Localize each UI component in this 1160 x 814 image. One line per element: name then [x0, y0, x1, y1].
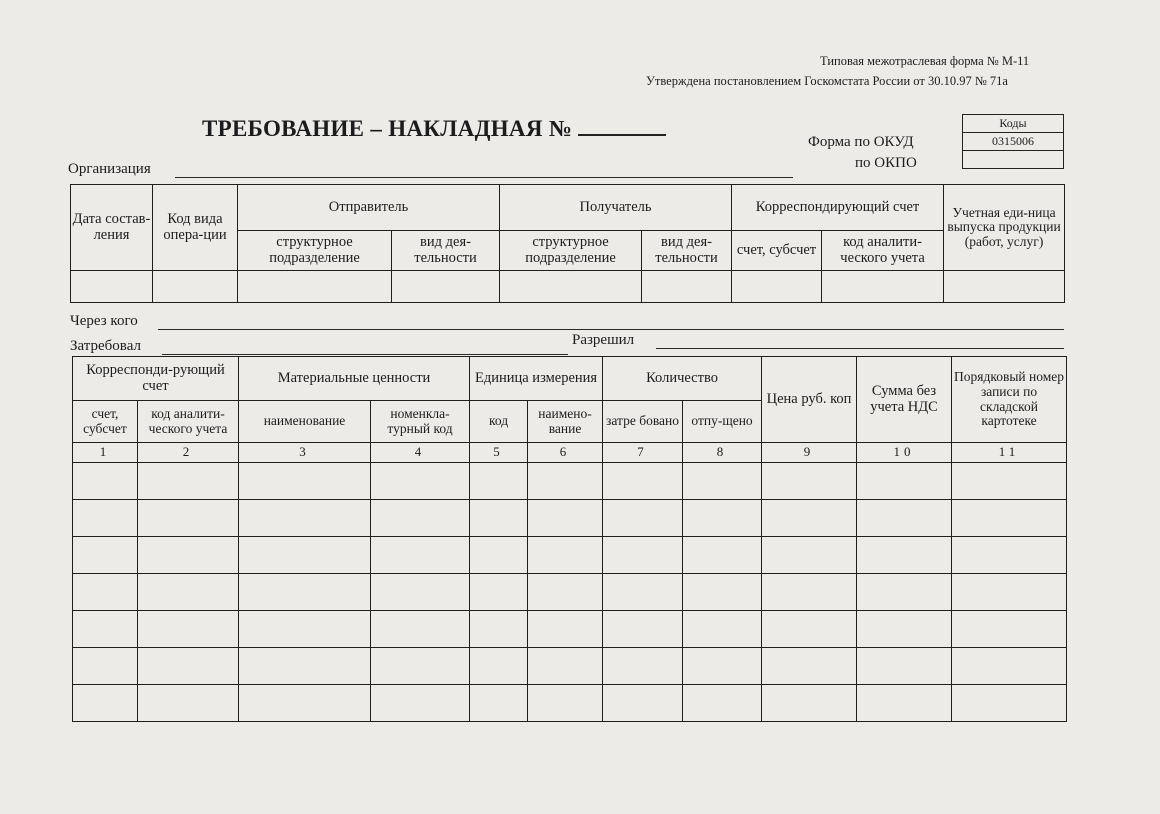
table-cell[interactable] — [528, 611, 603, 648]
table-cell[interactable] — [952, 648, 1067, 685]
top-header-unit-output: Учетная еди-ница выпуска продукции (работ, услуг) — [944, 185, 1065, 271]
table-cell[interactable] — [138, 685, 239, 722]
table-cell[interactable] — [603, 611, 683, 648]
column-number: 3 — [239, 443, 371, 463]
top-header-sender-division: структурное подразделение — [238, 231, 392, 271]
table-cell[interactable] — [762, 463, 857, 500]
permitted-by-label: Разрешил — [572, 332, 635, 348]
table-cell[interactable] — [528, 500, 603, 537]
table-cell[interactable] — [239, 537, 371, 574]
table-cell[interactable] — [73, 648, 138, 685]
table-cell[interactable] — [762, 685, 857, 722]
table-cell[interactable] — [857, 537, 952, 574]
table-cell[interactable] — [239, 648, 371, 685]
table-cell[interactable] — [371, 648, 470, 685]
main-header-name: наименование — [239, 401, 371, 443]
table-cell[interactable] — [371, 463, 470, 500]
table-cell[interactable] — [603, 685, 683, 722]
table-cell[interactable] — [762, 611, 857, 648]
table-cell[interactable] — [857, 500, 952, 537]
top-cell[interactable] — [732, 271, 822, 303]
table-cell[interactable] — [683, 537, 762, 574]
table-cell[interactable] — [470, 537, 528, 574]
table-cell[interactable] — [857, 685, 952, 722]
table-cell[interactable] — [952, 500, 1067, 537]
column-number: 4 — [371, 443, 470, 463]
table-cell[interactable] — [762, 574, 857, 611]
okud-label: Форма по ОКУД — [808, 134, 914, 150]
column-number: 5 — [470, 443, 528, 463]
table-cell[interactable] — [470, 648, 528, 685]
top-cell[interactable] — [642, 271, 732, 303]
permitted-by-field[interactable] — [656, 348, 1064, 349]
main-header-corr-account: Корреспонди-рующий счет — [73, 357, 239, 401]
top-header-analytic: код аналити-ческого учета — [822, 231, 944, 271]
okpo-code-value[interactable] — [963, 151, 1064, 169]
column-number: 2 — [138, 443, 239, 463]
main-header-unit: Единица измерения — [470, 357, 603, 401]
main-header-price: Цена руб. коп — [762, 357, 857, 443]
document-number-field[interactable] — [578, 114, 666, 136]
table-cell[interactable] — [528, 537, 603, 574]
table-cell[interactable] — [603, 463, 683, 500]
main-header-quantity: Количество — [603, 357, 762, 401]
table-cell[interactable] — [470, 685, 528, 722]
table-cell[interactable] — [528, 648, 603, 685]
top-cell[interactable] — [238, 271, 392, 303]
table-cell[interactable] — [239, 500, 371, 537]
table-cell[interactable] — [762, 500, 857, 537]
table-cell[interactable] — [762, 648, 857, 685]
table-cell[interactable] — [528, 463, 603, 500]
through-whom-label: Через кого — [70, 313, 138, 329]
table-cell[interactable] — [683, 463, 762, 500]
table-cell[interactable] — [371, 500, 470, 537]
column-number: 10 — [857, 443, 952, 463]
column-number: 7 — [603, 443, 683, 463]
table-cell[interactable] — [952, 685, 1067, 722]
table-cell[interactable] — [470, 463, 528, 500]
top-cell[interactable] — [822, 271, 944, 303]
main-header-released: отпу-щено — [683, 401, 762, 443]
table-cell[interactable] — [470, 574, 528, 611]
table-cell[interactable] — [857, 648, 952, 685]
table-cell[interactable] — [683, 648, 762, 685]
table-row — [73, 611, 1067, 648]
table-cell[interactable] — [470, 500, 528, 537]
requested-by-label: Затребовал — [70, 338, 141, 354]
table-cell[interactable] — [371, 574, 470, 611]
top-header-corr-account: Корреспондирующий счет — [732, 185, 944, 231]
table-cell[interactable] — [138, 463, 239, 500]
table-cell[interactable] — [239, 463, 371, 500]
top-header-recipient-activity: вид дея-тельности — [642, 231, 732, 271]
top-header-sender-activity: вид дея-тельности — [392, 231, 500, 271]
main-table-body — [73, 463, 1067, 722]
table-cell[interactable] — [73, 574, 138, 611]
top-header-date: Дата состав-ления — [71, 185, 153, 271]
table-cell[interactable] — [603, 500, 683, 537]
table-cell[interactable] — [470, 611, 528, 648]
table-cell[interactable] — [683, 685, 762, 722]
top-header-account: счет, субсчет — [732, 231, 822, 271]
table-cell[interactable] — [138, 574, 239, 611]
main-header-analytic: код аналити-ческого учета — [138, 401, 239, 443]
top-cell[interactable] — [944, 271, 1065, 303]
table-row — [73, 574, 1067, 611]
table-row — [73, 648, 1067, 685]
document-title-text: ТРЕБОВАНИЕ – НАКЛАДНАЯ № — [202, 116, 573, 141]
top-table — [70, 184, 1065, 303]
table-cell[interactable] — [138, 611, 239, 648]
main-header-account: счет, субсчет — [73, 401, 138, 443]
okud-code-value[interactable]: 0315006 — [963, 133, 1064, 151]
form-type-line: Типовая межотраслевая форма № М-11 — [820, 54, 1030, 68]
table-cell[interactable] — [857, 574, 952, 611]
table-row — [73, 537, 1067, 574]
table-cell[interactable] — [73, 500, 138, 537]
table-cell[interactable] — [73, 685, 138, 722]
table-cell[interactable] — [73, 537, 138, 574]
table-cell[interactable] — [683, 574, 762, 611]
table-cell[interactable] — [239, 574, 371, 611]
top-cell[interactable] — [153, 271, 238, 303]
document-title — [202, 114, 666, 142]
column-number: 9 — [762, 443, 857, 463]
main-header-materials: Материальные ценности — [239, 357, 470, 401]
table-cell[interactable] — [371, 611, 470, 648]
main-table — [72, 356, 1067, 722]
table-cell[interactable] — [952, 611, 1067, 648]
column-number: 1 — [73, 443, 138, 463]
table-cell[interactable] — [73, 463, 138, 500]
codes-box — [962, 114, 1064, 169]
main-header-unit-code: код — [470, 401, 528, 443]
okpo-label: по ОКПО — [855, 155, 917, 171]
approval-line: Утверждена постановлением Госкомстата России от 30.10.97 № 71а — [646, 74, 1008, 88]
column-number: 11 — [952, 443, 1067, 463]
requested-by-field[interactable] — [162, 354, 568, 355]
through-whom-field[interactable] — [158, 329, 1064, 330]
top-header-recipient: Получатель — [500, 185, 732, 231]
main-header-nomenclature: номенкла-турный код — [371, 401, 470, 443]
table-cell[interactable] — [138, 648, 239, 685]
top-cell[interactable] — [71, 271, 153, 303]
table-cell[interactable] — [683, 611, 762, 648]
table-row — [73, 685, 1067, 722]
table-cell[interactable] — [528, 574, 603, 611]
table-cell[interactable] — [239, 685, 371, 722]
column-number: 8 — [683, 443, 762, 463]
table-cell[interactable] — [603, 648, 683, 685]
table-cell[interactable] — [239, 611, 371, 648]
top-header-op-code: Код вида опера-ции — [153, 185, 238, 271]
main-header-unit-name: наимено-вание — [528, 401, 603, 443]
table-cell[interactable] — [138, 500, 239, 537]
table-cell[interactable] — [857, 463, 952, 500]
main-header-sum: Сумма без учета НДС — [857, 357, 952, 443]
top-cell[interactable] — [500, 271, 642, 303]
table-cell[interactable] — [952, 574, 1067, 611]
table-cell[interactable] — [528, 685, 603, 722]
table-cell[interactable] — [138, 537, 239, 574]
table-cell[interactable] — [683, 500, 762, 537]
table-row — [73, 463, 1067, 500]
table-cell[interactable] — [857, 611, 952, 648]
column-number: 6 — [528, 443, 603, 463]
table-row — [73, 500, 1067, 537]
top-cell[interactable] — [392, 271, 500, 303]
codes-header: Коды — [963, 115, 1064, 133]
organization-label: Организация — [68, 161, 151, 177]
table-cell[interactable] — [371, 685, 470, 722]
table-cell[interactable] — [73, 611, 138, 648]
main-header-requested: затре бовано — [603, 401, 683, 443]
table-cell[interactable] — [952, 463, 1067, 500]
table-cell[interactable] — [952, 537, 1067, 574]
main-header-card-number: Порядковый номер записи по складской картотеке — [952, 357, 1067, 443]
organization-field[interactable] — [175, 177, 793, 178]
table-cell[interactable] — [603, 574, 683, 611]
top-header-recipient-division: структурное подразделение — [500, 231, 642, 271]
table-cell[interactable] — [603, 537, 683, 574]
table-cell[interactable] — [762, 537, 857, 574]
table-cell[interactable] — [371, 537, 470, 574]
top-header-sender: Отправитель — [238, 185, 500, 231]
